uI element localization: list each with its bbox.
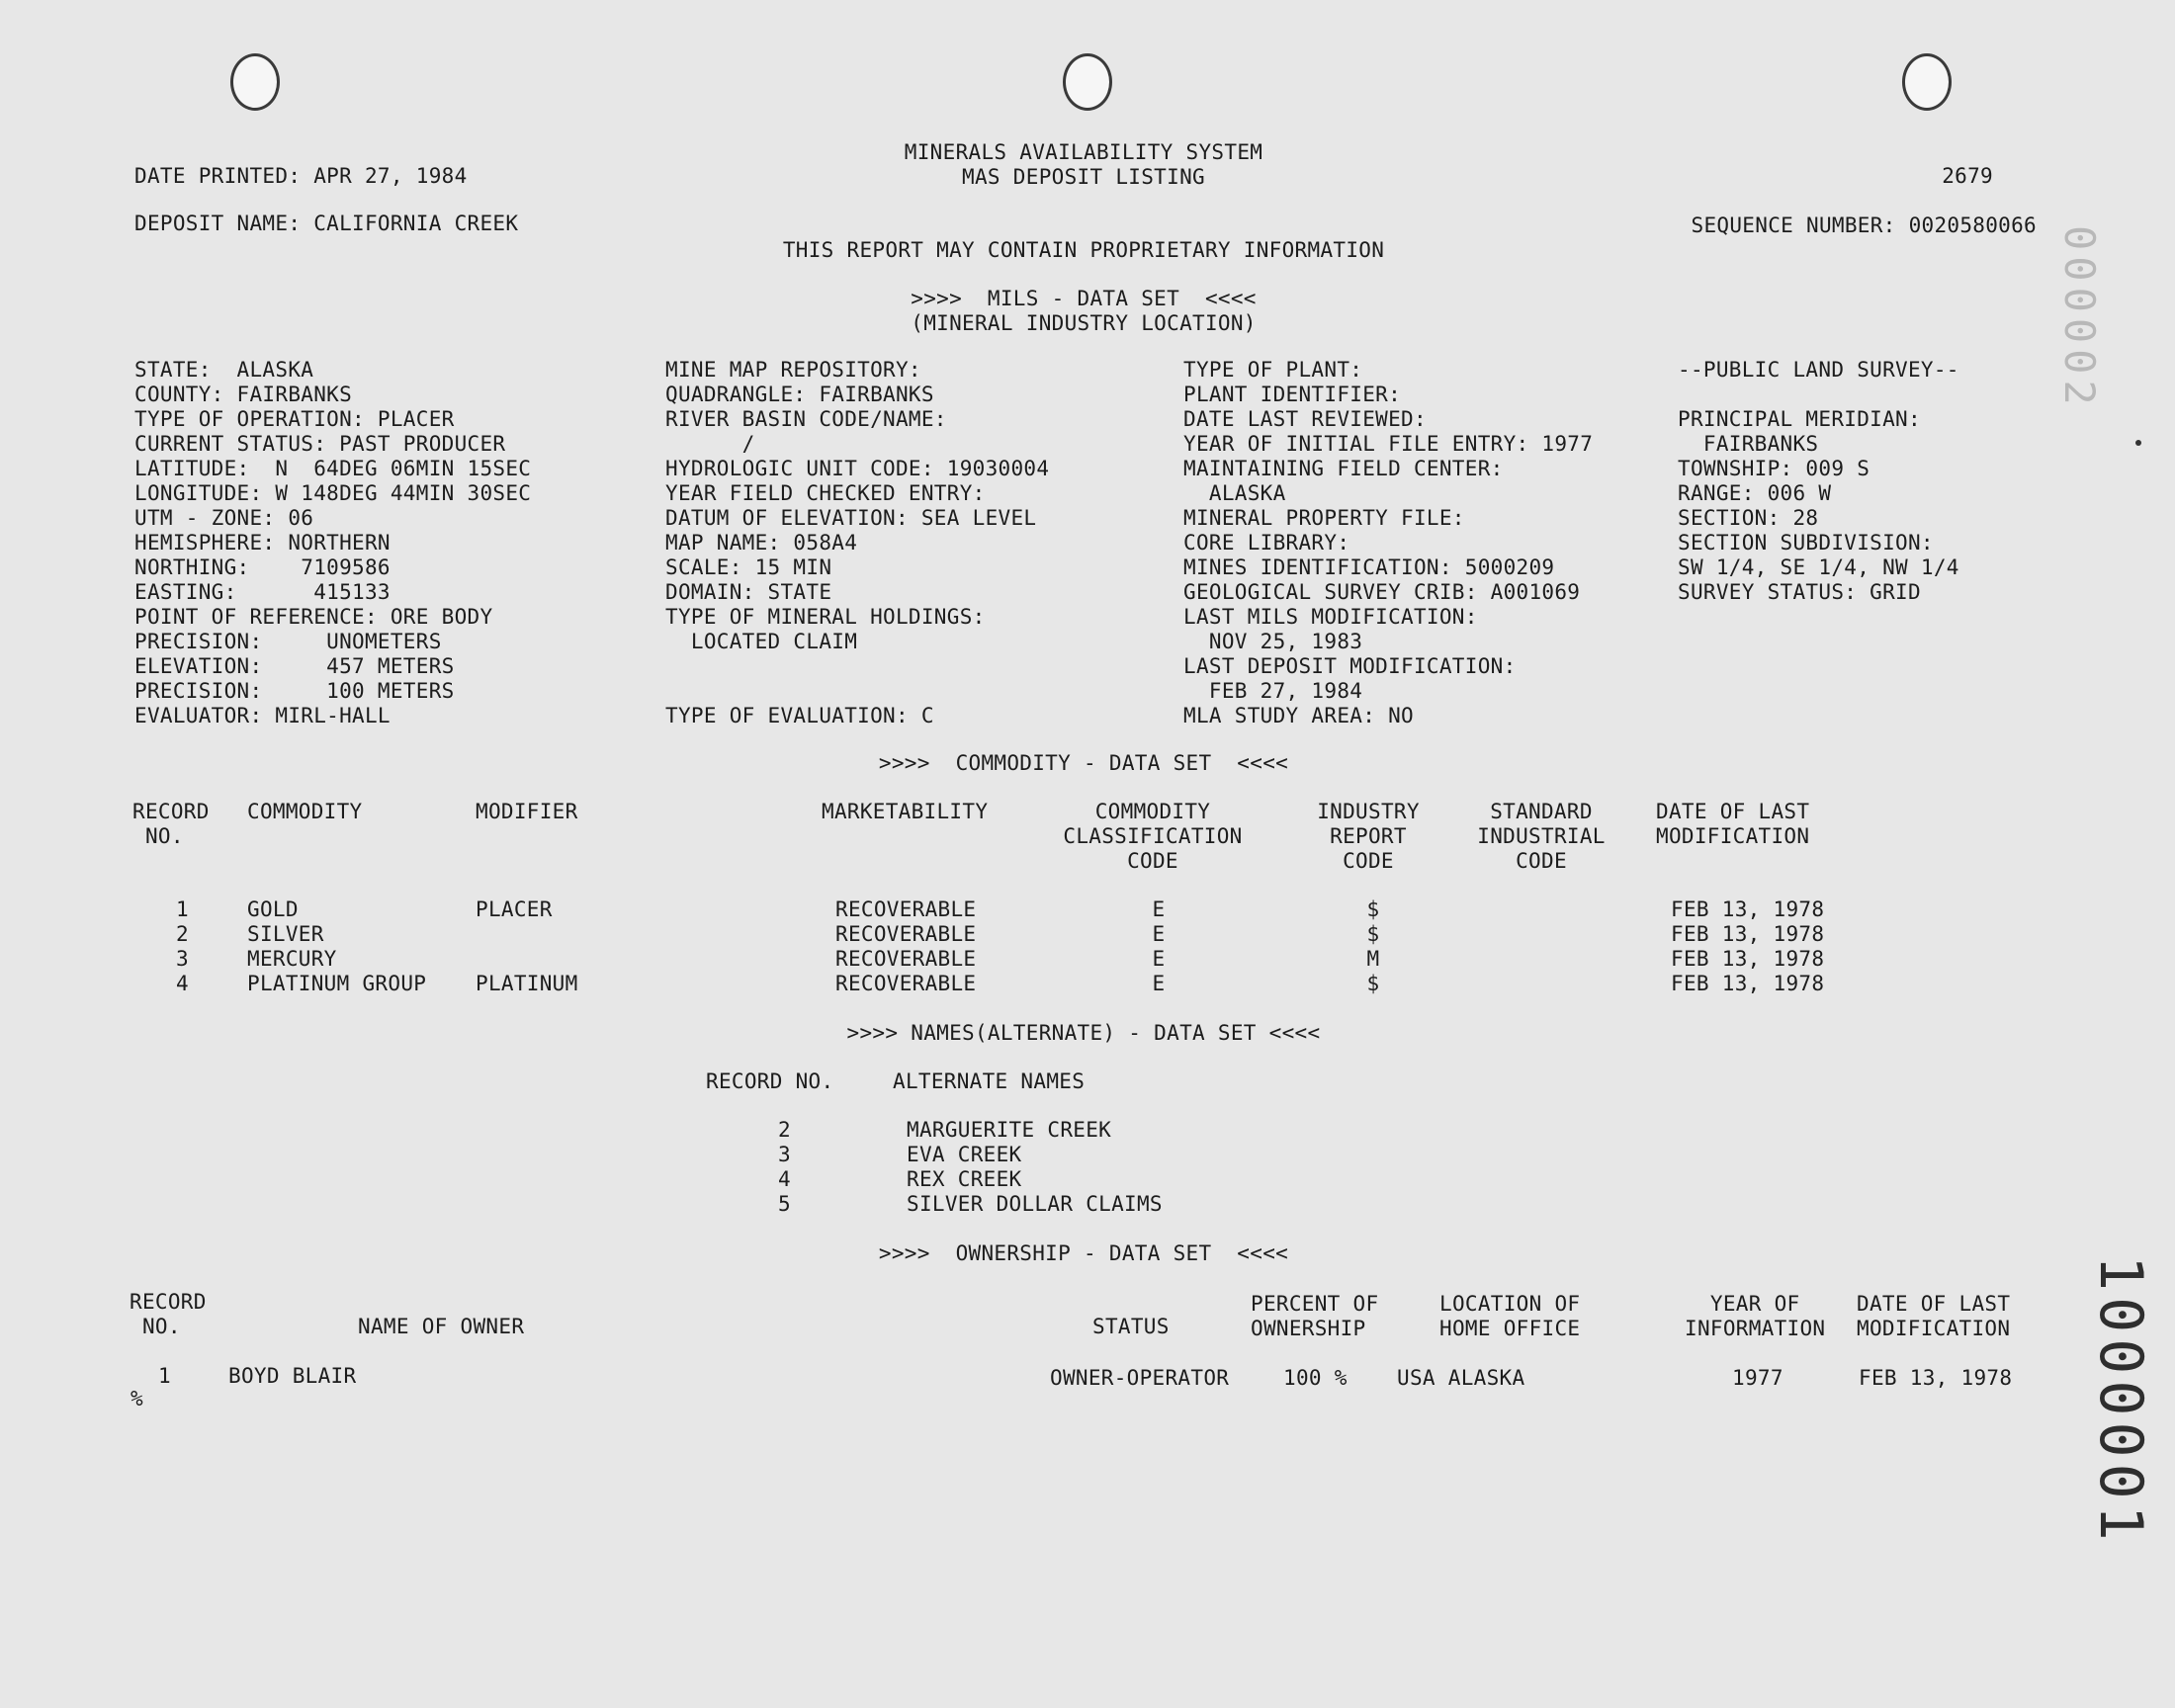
ownership-header-status: STATUS (1092, 1315, 1170, 1338)
commodity-marketability: RECOVERABLE (835, 922, 977, 946)
binder-hole-left (230, 53, 280, 111)
commodity-modifier: PLATINUM (476, 972, 578, 995)
commodity-header-industry-report: INDUSTRY REPORT CODE (1317, 800, 1420, 873)
page-number: 2679 (1942, 164, 1993, 188)
commodity-date: FEB 13, 1978 (1671, 972, 1825, 995)
mils-location-line: EVALUATOR: MIRL-HALL (134, 704, 391, 727)
mils-location-line: NORTHING: 7109586 (134, 555, 391, 579)
system-title: MINERALS AVAILABILITY SYSTEM (904, 140, 1263, 164)
public-land-survey-line: FAIRBANKS (1678, 432, 1819, 456)
date-printed: DATE PRINTED: APR 27, 1984 (134, 164, 468, 188)
ownership-row-percent: 100 % (1283, 1366, 1348, 1390)
mils-subtitle: (MINERAL INDUSTRY LOCATION) (911, 311, 1257, 335)
commodity-header-sic: STANDARD INDUSTRIAL CODE (1477, 800, 1606, 873)
mils-location-line: PRECISION: 100 METERS (134, 679, 455, 703)
commodity-header-commodity: COMMODITY (247, 800, 363, 823)
mils-records-line: PLANT IDENTIFIER: (1183, 383, 1402, 406)
mils-records-line: CORE LIBRARY: (1183, 531, 1350, 555)
commodity-class-code: E (1152, 897, 1166, 921)
alternate-record-no: 4 (778, 1167, 791, 1191)
public-land-survey-line: TOWNSHIP: 009 S (1678, 457, 1870, 480)
public-land-survey-column (1678, 358, 1959, 605)
commodity-record-no: 3 (176, 947, 189, 971)
mils-records-column (1183, 358, 1593, 728)
mils-location-line: HEMISPHERE: NORTHERN (134, 531, 391, 555)
commodity-report-code: $ (1366, 972, 1380, 995)
commodity-record-no: 2 (176, 922, 189, 946)
mils-records-line: GEOLOGICAL SURVEY CRIB: A001069 (1183, 580, 1581, 604)
commodity-record-no: 4 (176, 972, 189, 995)
commodity-marketability: RECOVERABLE (835, 897, 977, 921)
commodity-marketability: RECOVERABLE (835, 947, 977, 971)
alternate-name: EVA CREEK (907, 1143, 1022, 1166)
ownership-header-location: LOCATION OF HOME OFFICE (1439, 1292, 1581, 1340)
mils-records-line: MAINTAINING FIELD CENTER: (1183, 457, 1504, 480)
commodity-class-code: E (1152, 972, 1166, 995)
commodity-report-code: $ (1366, 922, 1380, 946)
commodity-header-marketability: MARKETABILITY (822, 800, 989, 823)
commodity-header-modifier: MODIFIER (476, 800, 578, 823)
commodity-report-code: M (1366, 947, 1380, 971)
mils-title: >>>> MILS - DATA SET <<<< (911, 287, 1257, 310)
mils-geography-line: SCALE: 15 MIN (665, 555, 832, 579)
commodity-report-code: $ (1366, 897, 1380, 921)
names-header-record: RECORD NO. (706, 1069, 834, 1093)
ownership-header-record: RECORD NO. (130, 1290, 207, 1338)
mils-records-line: TYPE OF PLANT: (1183, 358, 1363, 382)
ownership-header-date: DATE OF LAST MODIFICATION (1857, 1292, 2011, 1340)
mils-geography-line: LOCATED CLAIM (665, 630, 858, 653)
mils-records-line: YEAR OF INITIAL FILE ENTRY: 1977 (1183, 432, 1594, 456)
binder-hole-right (1902, 53, 1952, 111)
commodity-record-no: 1 (176, 897, 189, 921)
commodity-class-code: E (1152, 947, 1166, 971)
mils-location-line: ELEVATION: 457 METERS (134, 654, 455, 678)
mils-location-line: UTM - ZONE: 06 (134, 506, 314, 530)
mils-location-line: POINT OF REFERENCE: ORE BODY (134, 605, 493, 629)
commodity-date: FEB 13, 1978 (1671, 922, 1825, 946)
public-land-survey-line: SECTION: 28 (1678, 506, 1819, 530)
trailing-mark: % (130, 1387, 143, 1410)
alternate-record-no: 5 (778, 1192, 791, 1216)
public-land-survey-line: PRINCIPAL MERIDIAN: (1678, 407, 1921, 431)
margin-stamp: 1000001 (2086, 1255, 2155, 1547)
ownership-header-owner: NAME OF OWNER (358, 1315, 525, 1338)
mils-location-line: PRECISION: UNOMETERS (134, 630, 442, 653)
mils-geography-line: TYPE OF MINERAL HOLDINGS: (665, 605, 986, 629)
ownership-row-owner: BOYD BLAIR (228, 1364, 357, 1388)
commodity-name: SILVER (247, 922, 324, 946)
public-land-survey-line: SURVEY STATUS: GRID (1678, 580, 1921, 604)
mils-geography-line: MINE MAP REPOSITORY: (665, 358, 921, 382)
mils-records-line: MLA STUDY AREA: NO (1183, 704, 1414, 727)
mils-location-column (134, 358, 531, 728)
mils-records-line: ALASKA (1183, 481, 1286, 505)
mils-geography-column (665, 358, 1049, 728)
mils-records-line: MINES IDENTIFICATION: 5000209 (1183, 555, 1555, 579)
listing-title: MAS DEPOSIT LISTING (962, 165, 1205, 189)
commodity-header-record: RECORD NO. (132, 800, 210, 848)
alternate-name: MARGUERITE CREEK (907, 1118, 1112, 1142)
faint-margin-stamp: 000002 (2055, 225, 2104, 411)
commodity-marketability: RECOVERABLE (835, 972, 977, 995)
alternate-record-no: 2 (778, 1118, 791, 1142)
mils-geography-line (665, 679, 1049, 704)
commodity-name: PLATINUM GROUP (247, 972, 427, 995)
mils-geography-line: DATUM OF ELEVATION: SEA LEVEL (665, 506, 1037, 530)
public-land-survey-line: --PUBLIC LAND SURVEY-- (1678, 358, 1959, 382)
commodity-name: MERCURY (247, 947, 337, 971)
proprietary-notice: THIS REPORT MAY CONTAIN PROPRIETARY INFORMATION (782, 238, 1385, 262)
mils-geography-line: DOMAIN: STATE (665, 580, 832, 604)
mils-geography-line: YEAR FIELD CHECKED ENTRY: (665, 481, 986, 505)
ownership-row-no: 1 (158, 1364, 171, 1388)
names-header-alternate: ALTERNATE NAMES (893, 1069, 1086, 1093)
ownership-row-date: FEB 13, 1978 (1859, 1366, 2013, 1390)
alternate-name: REX CREEK (907, 1167, 1022, 1191)
binder-hole-center (1063, 53, 1112, 111)
deposit-name: DEPOSIT NAME: CALIFORNIA CREEK (134, 212, 519, 235)
commodity-header-classification: COMMODITY CLASSIFICATION CODE (1063, 800, 1243, 873)
mils-geography-line: TYPE OF EVALUATION: C (665, 704, 934, 727)
mils-geography-line: MAP NAME: 058A4 (665, 531, 858, 555)
commodity-date: FEB 13, 1978 (1671, 897, 1825, 921)
sequence-number: SEQUENCE NUMBER: 0020580066 (1691, 214, 2037, 237)
ownership-row-year: 1977 (1732, 1366, 1784, 1390)
mils-location-line: STATE: ALASKA (134, 358, 314, 382)
alternate-name: SILVER DOLLAR CLAIMS (907, 1192, 1163, 1216)
mils-geography-line: / (665, 432, 755, 456)
mils-records-line: FEB 27, 1984 (1183, 679, 1363, 703)
mils-geography-line (665, 654, 1049, 679)
speck (2135, 440, 2141, 446)
mils-geography-line: QUADRANGLE: FAIRBANKS (665, 383, 934, 406)
mils-records-line: NOV 25, 1983 (1183, 630, 1363, 653)
mils-location-line: LONGITUDE: W 148DEG 44MIN 30SEC (134, 481, 532, 505)
mils-records-line: DATE LAST REVIEWED: (1183, 407, 1427, 431)
ownership-row-location: USA ALASKA (1397, 1366, 1525, 1390)
commodity-modifier: PLACER (476, 897, 553, 921)
public-land-survey-line: RANGE: 006 W (1678, 481, 1832, 505)
commodity-title: >>>> COMMODITY - DATA SET <<<< (878, 751, 1289, 775)
commodity-name: GOLD (247, 897, 299, 921)
names-title: >>>> NAMES(ALTERNATE) - DATA SET <<<< (846, 1021, 1321, 1045)
mils-records-line: LAST MILS MODIFICATION: (1183, 605, 1478, 629)
ownership-header-year: YEAR OF INFORMATION (1685, 1292, 1826, 1340)
mils-location-line: CURRENT STATUS: PAST PRODUCER (134, 432, 506, 456)
commodity-class-code: E (1152, 922, 1166, 946)
ownership-header-percent: PERCENT OF OWNERSHIP (1251, 1292, 1379, 1340)
mils-location-line: TYPE OF OPERATION: PLACER (134, 407, 455, 431)
mils-geography-line: HYDROLOGIC UNIT CODE: 19030004 (665, 457, 1050, 480)
public-land-survey-line: SECTION SUBDIVISION: (1678, 531, 1934, 555)
commodity-date: FEB 13, 1978 (1671, 947, 1825, 971)
mils-records-line: LAST DEPOSIT MODIFICATION: (1183, 654, 1517, 678)
commodity-header-date: DATE OF LAST MODIFICATION (1656, 800, 1810, 848)
mils-location-line: EASTING: 415133 (134, 580, 391, 604)
mils-location-line: LATITUDE: N 64DEG 06MIN 15SEC (134, 457, 532, 480)
ownership-row-status: OWNER-OPERATOR (1050, 1366, 1230, 1390)
public-land-survey-line: SW 1/4, SE 1/4, NW 1/4 (1678, 555, 1959, 579)
mils-geography-line: RIVER BASIN CODE/NAME: (665, 407, 947, 431)
mils-location-line: COUNTY: FAIRBANKS (134, 383, 353, 406)
ownership-title: >>>> OWNERSHIP - DATA SET <<<< (878, 1241, 1289, 1265)
public-land-survey-line (1678, 383, 1959, 407)
mils-records-line: MINERAL PROPERTY FILE: (1183, 506, 1465, 530)
alternate-record-no: 3 (778, 1143, 791, 1166)
